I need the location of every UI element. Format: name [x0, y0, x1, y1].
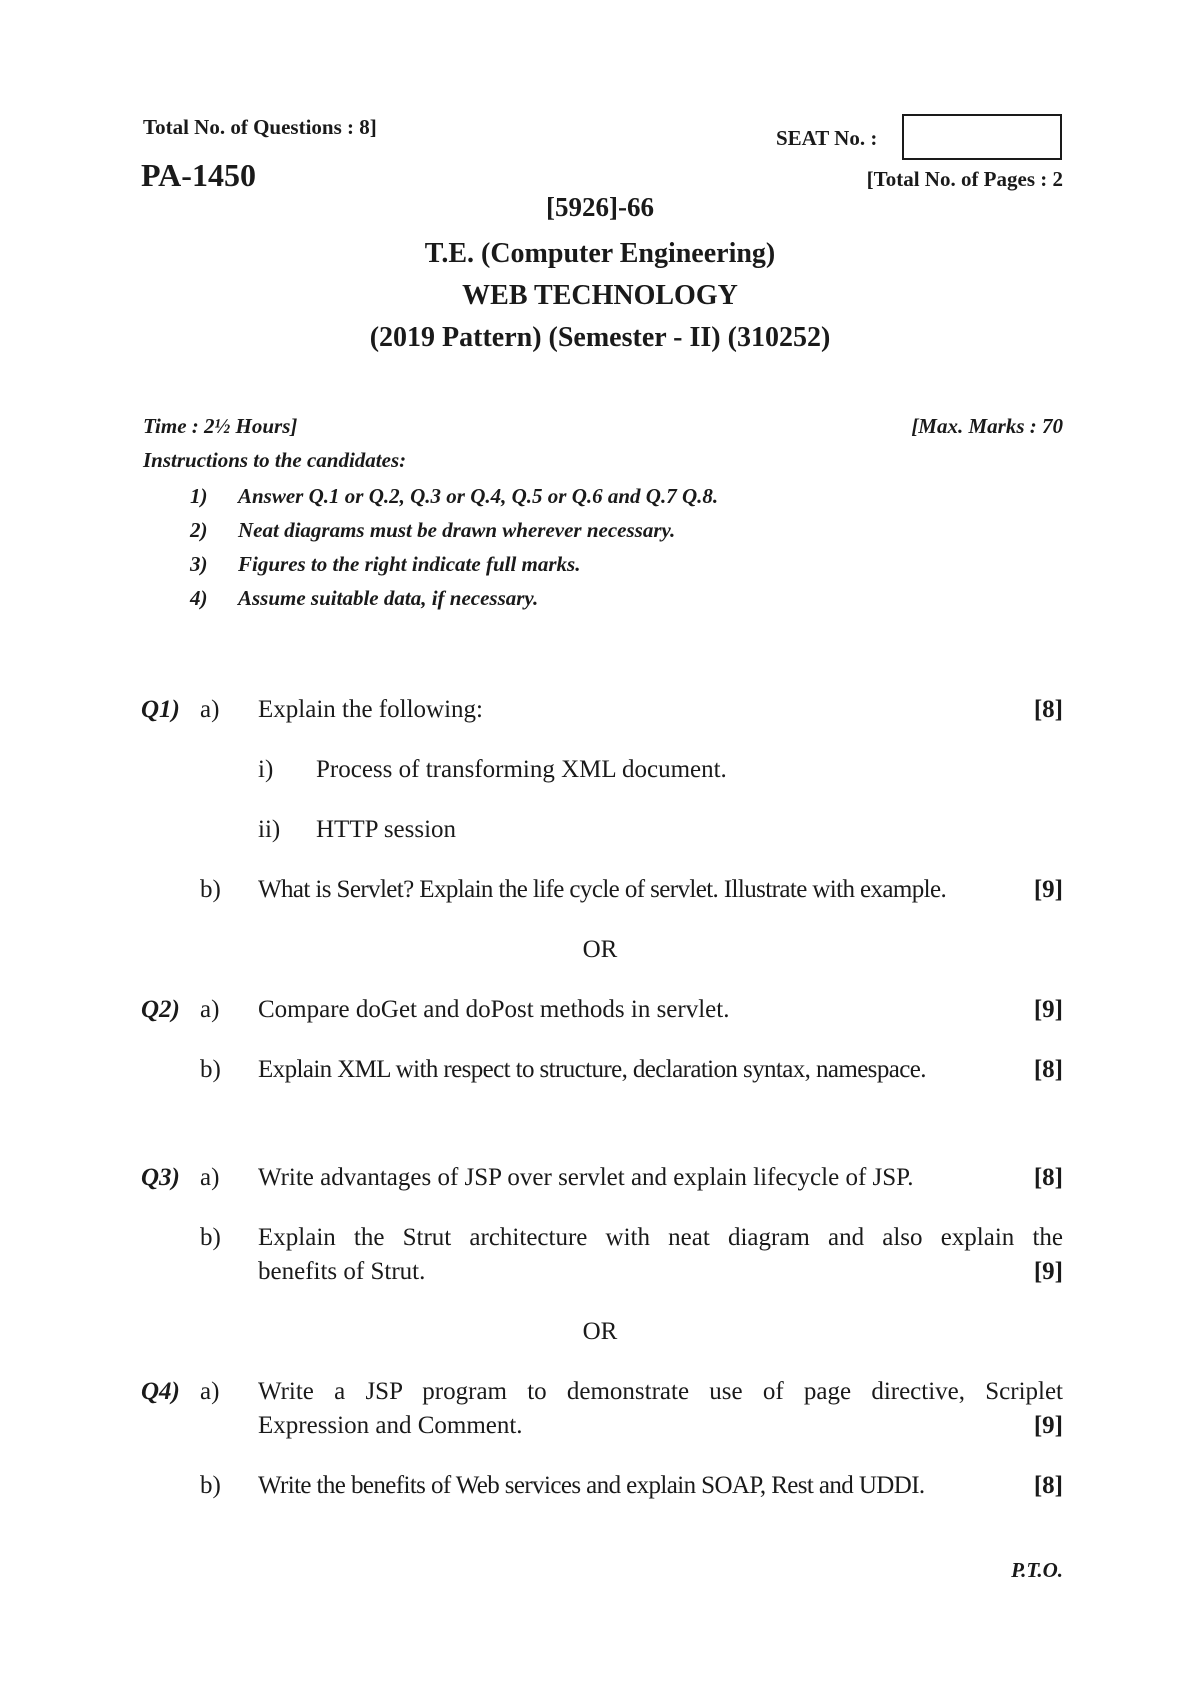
question-label: Q1) — [141, 696, 180, 723]
question-label: Q4) — [141, 1378, 180, 1405]
question-text: Write advantages of JSP over servlet and explain lifecycle of JSP. — [258, 1164, 914, 1191]
question-text: Write the benefits of Web services and explain SOAP, Rest and UDDI. — [258, 1472, 925, 1499]
question-text: Explain XML with respect to structure, declaration syntax, namespace. — [258, 1056, 926, 1083]
instruction-text: Figures to the right indicate full marks. — [238, 552, 581, 576]
part-label: b) — [200, 1224, 221, 1251]
or-separator: OR — [582, 1318, 618, 1345]
part-label: b) — [200, 1056, 221, 1083]
marks: [8] — [1033, 696, 1063, 723]
question-text-line1: Write a JSP program to demonstrate use of page directive, Scriplet — [258, 1378, 1063, 1405]
sub-part-text: Process of transforming XML document. — [316, 756, 727, 783]
part-label: a) — [200, 696, 220, 723]
sub-part-label: i) — [258, 756, 274, 783]
part-label: a) — [200, 996, 220, 1023]
part-label: b) — [200, 1472, 221, 1499]
total-questions: Total No. of Questions : 8] — [143, 115, 377, 139]
subject-title: WEB TECHNOLOGY — [462, 280, 738, 311]
sub-part-label: ii) — [258, 816, 281, 843]
marks: [8] — [1033, 1056, 1063, 1083]
part-label: b) — [200, 876, 221, 903]
marks: [9] — [1033, 1412, 1063, 1439]
marks: [8] — [1033, 1472, 1063, 1499]
marks: [9] — [1033, 1258, 1063, 1285]
instruction-text: Neat diagrams must be drawn wherever necessary. — [238, 518, 676, 542]
question-text-line1: Explain the Strut architecture with neat diagram and also explain the — [258, 1224, 1063, 1251]
marks: [8] — [1033, 1164, 1063, 1191]
pattern-line: (2019 Pattern) (Semester - II) (310252) — [369, 322, 831, 353]
part-label: a) — [200, 1378, 220, 1405]
seat-no-label: SEAT No. : — [776, 126, 878, 150]
marks: [9] — [1033, 996, 1063, 1023]
sub-part-text: HTTP session — [316, 816, 457, 843]
question-text: Compare doGet and doPost methods in servlet. — [258, 996, 730, 1023]
instruction-num: 1) — [190, 484, 208, 508]
instruction-text: Answer Q.1 or Q.2, Q.3 or Q.4, Q.5 or Q.6 and Q.7 Q.8. — [238, 484, 719, 508]
seat-no-box — [902, 114, 1062, 160]
instruction-text: Assume suitable data, if necessary. — [238, 586, 539, 610]
pto-label: P.T.O. — [1011, 1558, 1063, 1582]
instruction-num: 3) — [190, 552, 208, 576]
exam-code: [5926]-66 — [546, 192, 654, 222]
question-text: What is Servlet? Explain the life cycle of servlet. Illustrate with example. — [258, 876, 947, 903]
question-text-line2: Expression and Comment. — [258, 1412, 523, 1439]
question-text: Explain the following: — [258, 696, 483, 723]
instructions-title: Instructions to the candidates: — [143, 448, 407, 472]
course-title: T.E. (Computer Engineering) — [424, 238, 776, 269]
part-label: a) — [200, 1164, 220, 1191]
total-pages: [Total No. of Pages : 2 — [866, 167, 1063, 191]
instruction-num: 2) — [190, 518, 208, 542]
question-text-line2: benefits of Strut. — [258, 1258, 426, 1285]
question-label: Q3) — [141, 1164, 180, 1191]
question-label: Q2) — [141, 996, 180, 1023]
time-label: Time : 2½ Hours] — [143, 414, 298, 438]
marks: [9] — [1033, 876, 1063, 903]
or-separator: OR — [582, 936, 618, 963]
max-marks: [Max. Marks : 70 — [911, 414, 1063, 438]
paper-code: PA-1450 — [141, 157, 256, 193]
instruction-num: 4) — [190, 586, 208, 610]
